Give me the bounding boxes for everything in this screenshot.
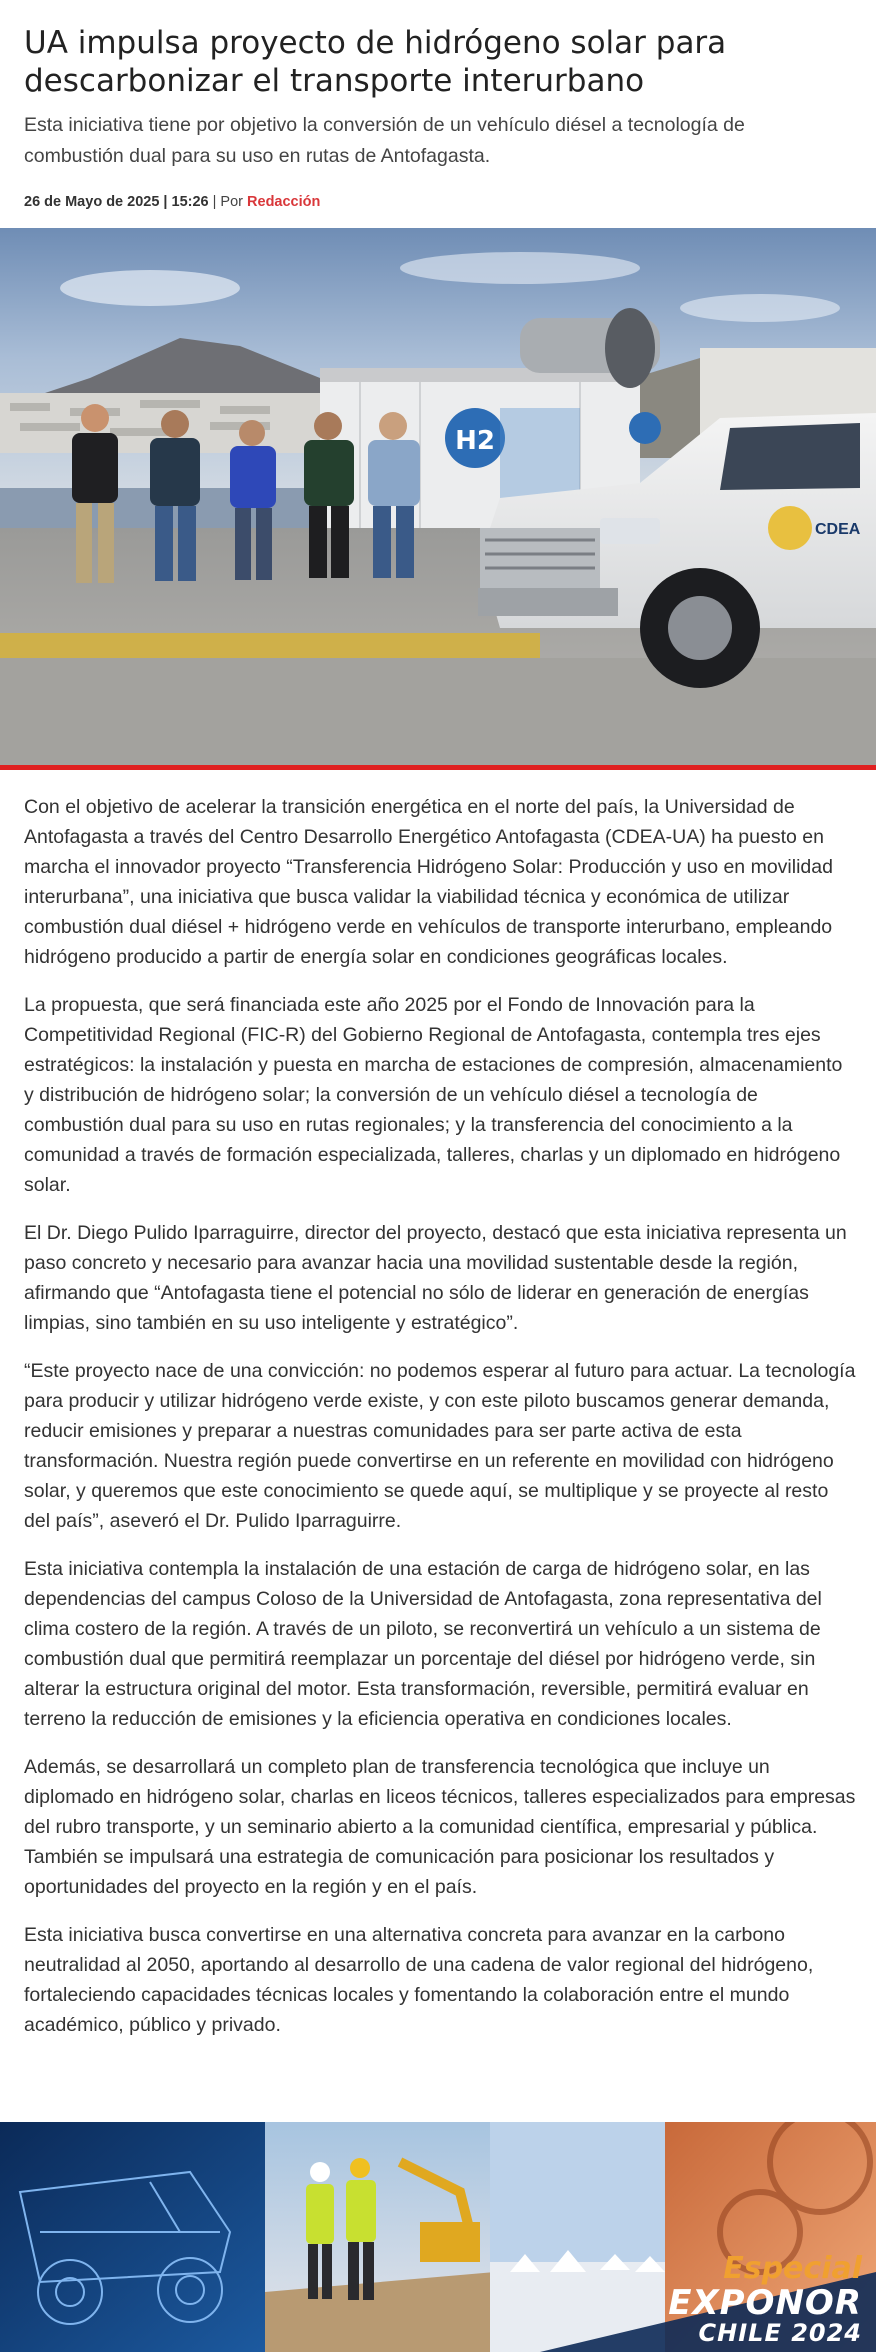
cdea-logo: CDEA: [815, 521, 861, 538]
publish-date: 26 de Mayo de 2025 | 15:26: [24, 194, 209, 210]
banner-chile-year: CHILE 2024: [698, 2319, 862, 2347]
paragraph: Además, se desarrollará un completo plan de transferencia tecnológica que incluye un diplomado en hidrógeno solar, charlas en liceos técnicos, talleres especializados para empresas del rubro transporte, y un seminario abierto a la comunidad científica, empresarial y pública. También se impulsará una estrategia de comunicación para posicionar los resultados y oportunidades del proyecto en la región y en el país.: [24, 1756, 856, 1898]
byline-prefix: | Por: [208, 194, 248, 210]
h2-sign: H2: [455, 426, 495, 456]
exponor-banner[interactable]: [0, 2122, 876, 2352]
banner-especial: Especial: [723, 2251, 862, 2286]
article-title: UA impulsa proyecto de hidrógeno solar para descarbonizar el transporte interurbano: [24, 25, 727, 99]
hero-divider: [0, 765, 876, 770]
paragraph: Esta iniciativa contempla la instalación de una estación de carga de hidrógeno solar, en las dependencias del campus Coloso de la Universidad de Antofagasta, zona representativa del clima costero de la región. A través de un piloto, se reconvertirá un vehículo a un sistema de combustión dual que permitirá reemplazar un porcentaje del diésel por hidrógeno verde, sin alterar la estructura original del motor. Esta transformación, reversible, permitirá evaluar en terreno la reducción de emisiones y la eficiencia operativa en condiciones locales.: [24, 1558, 822, 1730]
author-link[interactable]: Redacción: [247, 194, 321, 210]
paragraph: El Dr. Diego Pulido Iparraguirre, director del proyecto, destacó que esta iniciativa representa un paso concreto y necesario para avanzar hacia una movilidad sustentable desde la región, afirmando que “Antofagasta tiene el potencial no sólo de liderar en generación de energías limpias, sino también en su uso inteligente y estratégico”.: [24, 1222, 847, 1334]
article-subtitle: Esta iniciativa tiene por objetivo la conversión de un vehículo diésel a tecnología de combustión dual para su uso en rutas de Antofagasta.: [24, 114, 745, 167]
banner-label: [668, 2252, 862, 2346]
article-header: [0, 0, 876, 210]
paragraph: Con el objetivo de acelerar la transición energética en el norte del país, la Universidad de Antofagasta a través del Centro Desarrollo Energético Antofagasta (CDEA-UA) ha puesto en marcha el innovador proyecto “Transferencia Hidrógeno Solar: Producción y uso en movilidad interurbana”, una iniciativa que busca validar la viabilidad técnica y económica de utilizar combustión dual diésel + hidrógeno verde en vehículos de transporte interurbano, empleando hidrógeno producido a partir de energía solar en condiciones geográficas locales.: [24, 796, 833, 968]
paragraph: “Este proyecto nace de una convicción: no podemos esperar al futuro para actuar. La tecnología para producir y utilizar hidrógeno verde existe, y con este piloto buscamos generar demanda, reducir emisiones y preparar a nuestras comunidades para ser parte activa de esta transformación. Nuestra región puede convertirse en un referente en movilidad con hidrógeno solar, y queremos que este conocimiento se quede aquí, se multiplique y se proyecte al resto del país”, aseveró el Dr. Pulido Iparraguirre.: [24, 1360, 856, 1532]
paragraph: La propuesta, que será financiada este año 2025 por el Fondo de Innovación para la Competitividad Regional (FIC-R) del Gobierno Regional de Antofagasta, contempla tres ejes estratégicos: la instalación y puesta en marcha de estaciones de compresión, almacenamiento y distribución de hidrógeno solar; la conversión de un vehículo diésel a tecnología de combustión dual para su uso en rutas regionales; y la transferencia del conocimiento a la comunidad a través de formación especializada, talleres, charlas y un diplomado en hidrógeno solar.: [24, 994, 843, 1196]
paragraph: Esta iniciativa busca convertirse en una alternativa concreta para avanzar en la carbono neutralidad al 2050, aportando al desarrollo de una cadena de valor regional del hidrógeno, fortaleciendo capacidades técnicas locales y fomentando la colaboración entre el mundo académico, público y privado.: [24, 1924, 814, 2036]
article-body: [24, 792, 856, 2058]
hero-photo: [0, 228, 876, 768]
article-meta: [24, 194, 852, 210]
banner-exponor: EXPONOR: [668, 2283, 862, 2323]
hero-image: [0, 228, 876, 768]
